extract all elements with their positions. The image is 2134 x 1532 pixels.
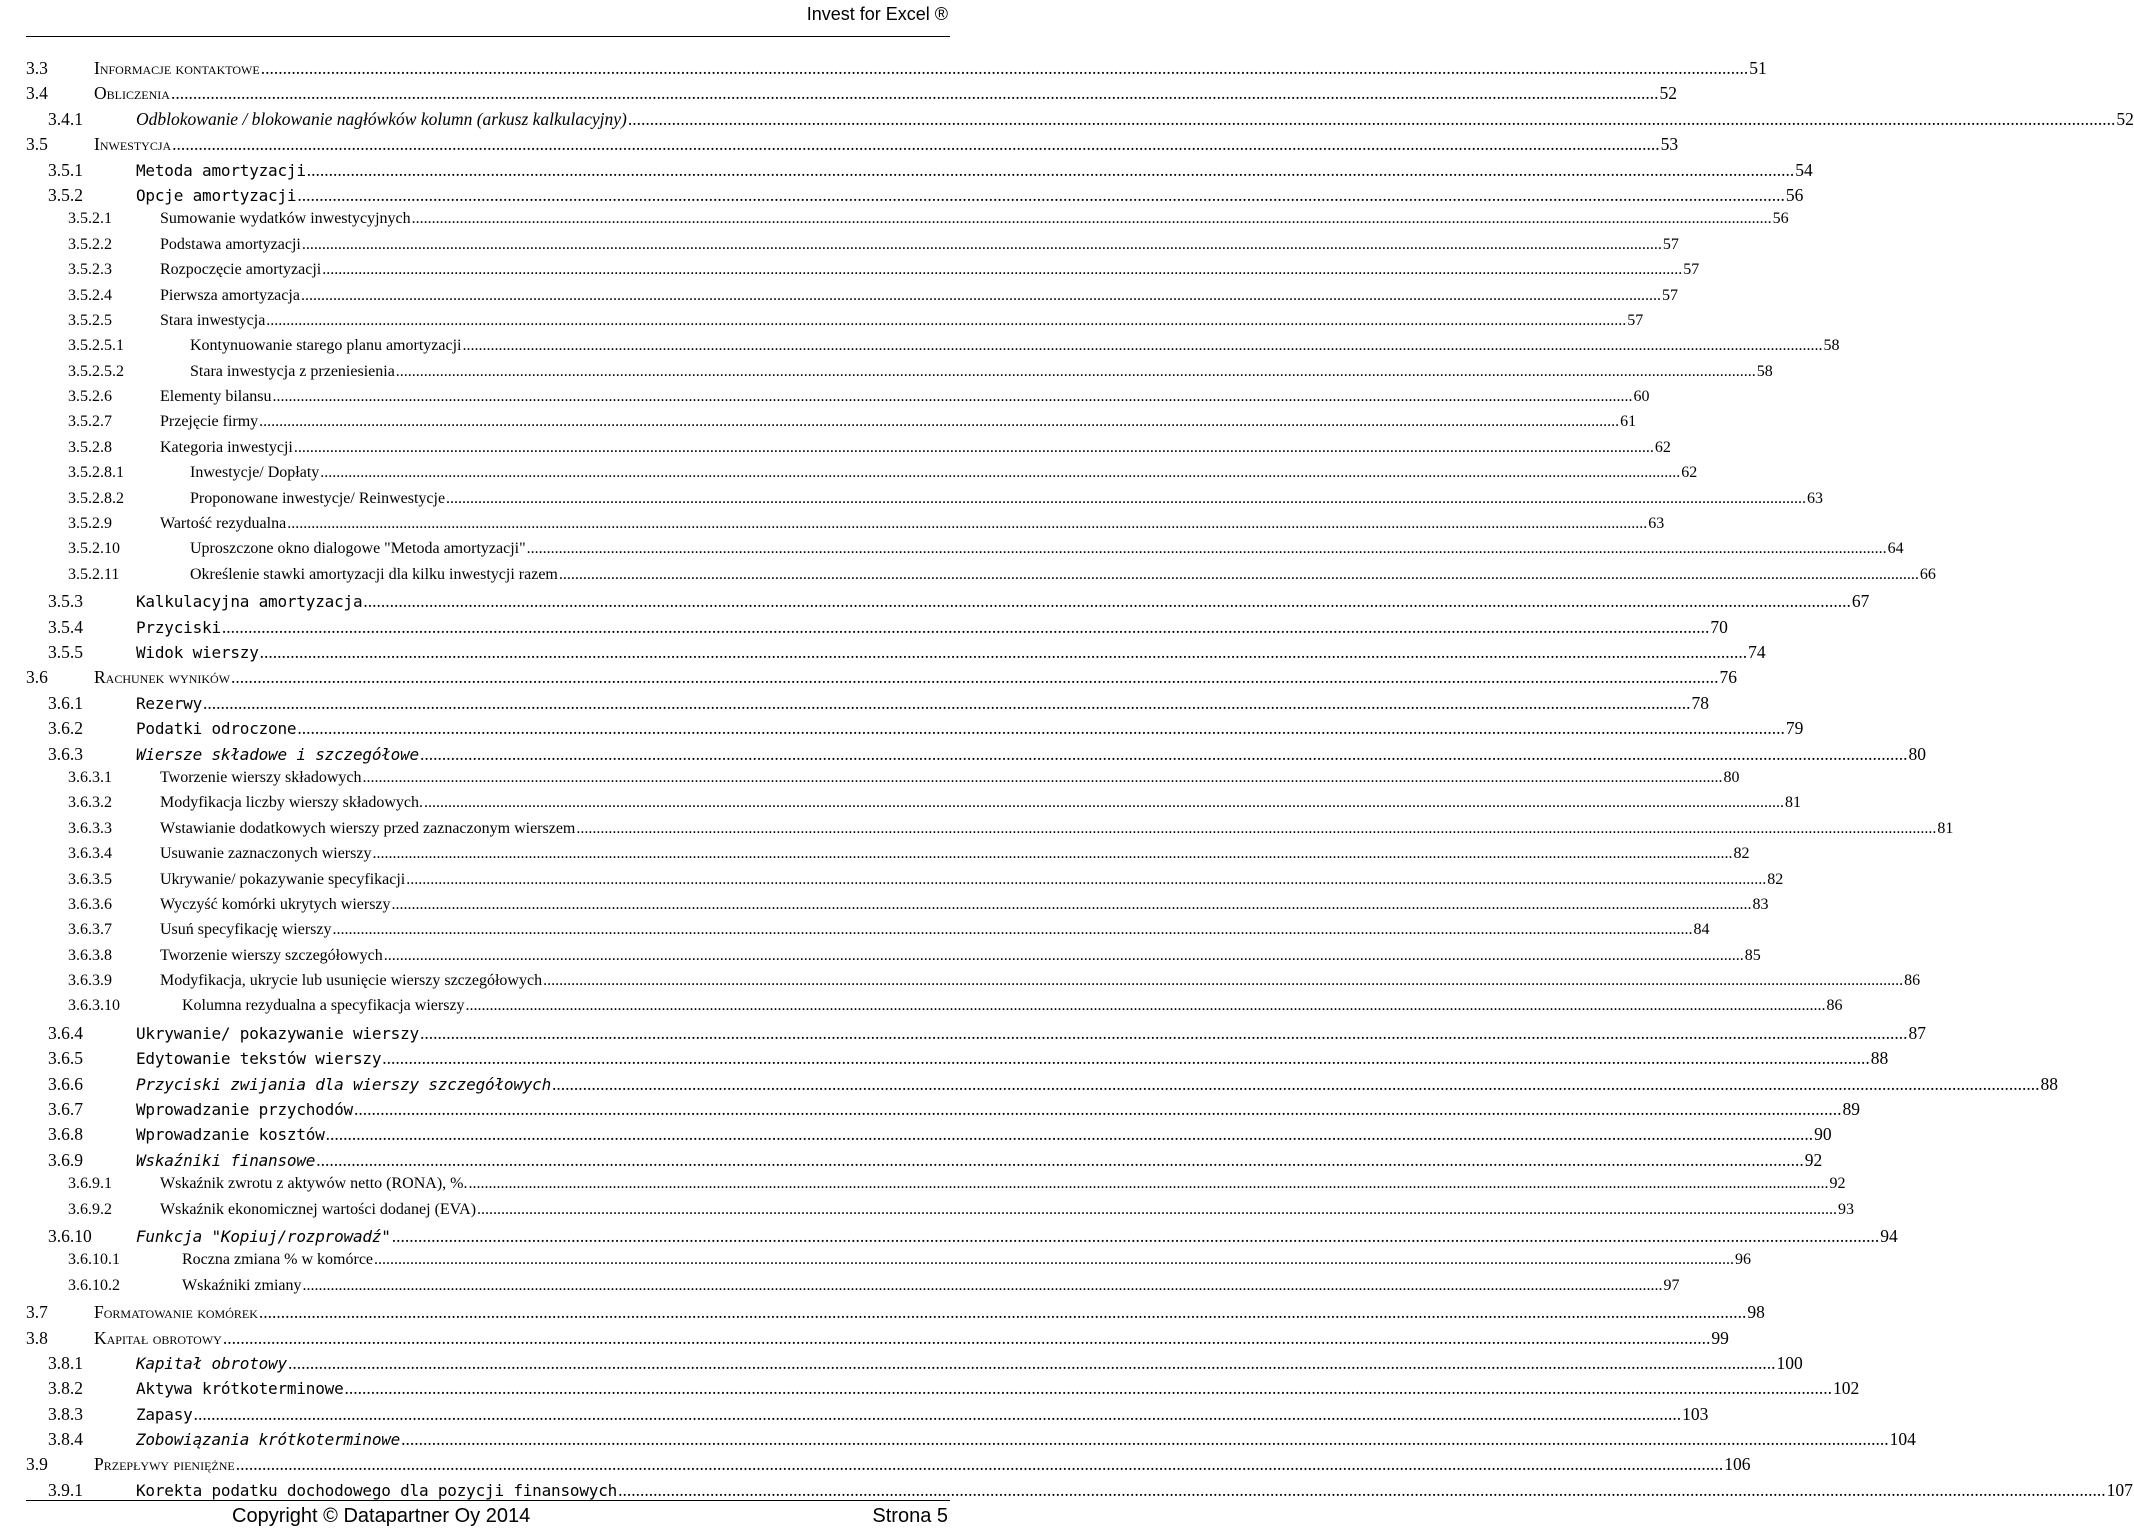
toc-entry[interactable] [26,1099,1860,1124]
toc-dot-leader [322,261,1682,279]
toc-entry-title: Tworzenie wierszy składowych [160,768,362,786]
toc-dot-leader [266,312,1626,330]
toc-entry-number: 3.5.3 [48,591,83,612]
toc-entry[interactable] [26,1124,1832,1149]
toc-dot-leader [412,210,1772,228]
toc-entry-title: Przyciski zwijania dla wierszy szczegółowych [136,1074,552,1094]
toc-dot-leader [468,1175,1828,1193]
toc-dot-leader [231,667,1719,688]
toc-entry[interactable] [26,311,1644,337]
toc-entry-title: Podatki odroczone [136,719,297,739]
toc-dot-leader [223,1328,1711,1349]
toc-dot-leader [203,693,1691,714]
toc-entry-number: 3.6.9.1 [68,1175,112,1193]
toc-entry-page: 80 [1723,768,1740,786]
toc-entry[interactable] [26,972,1921,997]
toc-dot-leader [396,363,1756,381]
toc-entry-title: Wstawianie dodatkowych wierszy przed zaznaczonym wierszem [160,819,576,837]
toc-entry-number: 3.4.1 [48,108,83,129]
toc-dot-leader [259,413,1619,431]
toc-entry[interactable] [26,337,1840,362]
toc-dot-leader [392,1226,1880,1247]
toc-entry-title: Roczna zmiana % w komórce [182,1251,374,1269]
toc-entry[interactable] [26,1276,1680,1302]
toc-dot-leader [372,845,1732,863]
toc-entry-title: Wiersze składowe i szczegółowe [136,744,419,764]
toc-dot-leader [424,794,1784,812]
toc-entry-number: 3.5.2 [48,184,83,205]
toc-entry-page: 89 [1842,1099,1860,1120]
toc-entry-title: Widok wierszy [136,642,259,662]
toc-entry[interactable] [26,591,1870,616]
toc-dot-leader [222,617,1710,638]
toc-entry-title: Aktywa krótkoterminowe [136,1379,344,1399]
toc-entry-title: Edytowanie tekstów wierszy [136,1049,382,1069]
toc-entry-title: Metoda amortyzacji [136,160,306,180]
toc-entry-number: 3.6 [26,667,48,688]
toc-entry[interactable] [26,1454,1751,1479]
footer-page-number: Strona 5 [872,1505,948,1527]
toc-entry[interactable] [26,1149,1823,1175]
toc-entry-title: Wartość rezydualna [160,515,287,533]
toc-entry-number: 3.5.2.4 [68,286,112,304]
toc-entry-title: Elementy bilansu [160,388,272,406]
toc-entry-title: Kapitał obrotowy [136,1353,287,1373]
toc-entry-title: Uproszczone okno dialogowe "Metoda amortyzacji" [190,540,526,558]
toc-entry-title: Informacje kontaktowe [94,58,260,78]
toc-entry-title: Stara inwestycja [160,311,266,329]
toc-entry[interactable] [26,692,1710,718]
footer-copyright: Copyright © Datapartner Oy 2014 [232,1505,531,1527]
toc-entry[interactable] [26,718,1804,743]
toc-entry-number: 3.6.4 [48,1022,83,1043]
toc-entry-page: 74 [1748,641,1766,662]
toc-entry[interactable] [26,946,1761,972]
toc-entry-page: 51 [1749,58,1767,78]
toc-entry-title: Przyciski [136,617,221,637]
toc-entry-title: Wprowadzanie przychodów [136,1100,353,1120]
toc-entry[interactable] [26,413,1637,438]
toc-entry[interactable] [26,1302,1765,1327]
toc-entry-page: 98 [1747,1302,1765,1323]
toc-entry[interactable] [26,1251,1752,1276]
toc-dot-leader [392,896,1752,914]
toc-entry-page: 67 [1851,591,1870,612]
page-header [0,0,960,40]
toc-entry-title: Modyfikacja, ukrycie lub usunięcie wierszy szczegółowych [160,972,543,990]
toc-entry[interactable] [26,540,1904,565]
toc-entry-number: 3.6.6 [48,1073,83,1094]
toc-entry-page: 57 [1662,235,1679,253]
toc-entry-number: 3.8.1 [48,1352,83,1373]
toc-dot-leader [287,515,1647,533]
toc-entry[interactable] [26,1073,2059,1099]
toc-entry-title: Obliczenia [94,83,170,104]
toc-entry-number: 3.5.2.5.1 [68,337,124,355]
toc-entry[interactable] [26,845,1750,870]
footer-rule [26,1500,950,1501]
toc-entry-number: 3.5.2.8 [68,438,112,456]
toc-entry-number: 3.8.4 [48,1429,83,1450]
toc-entry-page: 103 [1682,1403,1709,1424]
toc-entry-title: Wprowadzanie kosztów [136,1125,325,1145]
toc-entry[interactable] [26,895,1769,921]
toc-entry-title: Modyfikacja liczby wierszy składowych. [160,794,424,812]
toc-entry-page: 79 [1785,718,1804,739]
toc-entry-page: 102 [1833,1378,1860,1399]
toc-entry[interactable] [26,1429,1916,1454]
toc-dot-leader [363,591,1851,612]
toc-entry-number: 3.6.3.5 [68,870,112,888]
toc-entry-title: Usuwanie zaznaczonych wierszy [160,845,372,863]
toc-entry[interactable] [26,921,1710,946]
toc-entry-page: 88 [1870,1048,1889,1069]
toc-entry-page: 97 [1663,1276,1680,1294]
toc-dot-leader [382,1048,1870,1069]
toc-entry-number: 3.8.2 [48,1378,83,1399]
toc-dot-leader [618,1480,2106,1501]
toc-entry-title: Stara inwestycja z przeniesienia [190,362,395,380]
toc-entry[interactable] [26,641,1766,667]
toc-entry-number: 3.5.2.6 [68,388,112,406]
toc-entry-title: Pierwsza amortyzacja [160,286,300,304]
toc-entry-number: 3.6.3.2 [68,794,112,812]
toc-entry-page: 52 [2116,108,2134,129]
toc-dot-leader [171,83,1659,104]
toc-dot-leader [333,921,1693,939]
toc-entry[interactable] [26,464,1698,489]
toc-entry-page: 60 [1633,388,1650,406]
toc-dot-leader [552,1074,2040,1095]
toc-entry[interactable] [26,286,1678,312]
toc-entry-page: 86 [1826,997,1843,1015]
toc-entry-title: Usuń specyfikację wierszy [160,921,332,939]
toc-entry-number: 3.8 [26,1327,48,1348]
toc-entry-page: 90 [1814,1124,1832,1145]
toc-dot-leader [301,287,1661,305]
toc-dot-leader [559,566,1919,584]
toc-dot-leader [477,1201,1837,1219]
toc-entry[interactable] [26,438,1671,464]
toc-dot-leader [406,871,1766,889]
toc-entry-page: 107 [2106,1479,2133,1500]
toc-dot-leader [446,490,1806,508]
toc-entry-number: 3.6.3 [48,743,83,764]
toc-entry-page: 70 [1710,616,1728,637]
toc-entry[interactable] [26,1200,1855,1226]
toc-entry-page: 63 [1807,489,1824,507]
toc-entry-number: 3.5.5 [48,641,83,662]
toc-entry[interactable] [26,743,1926,769]
toc-dot-leader [273,388,1633,406]
toc-entry-number: 3.5.1 [48,159,83,180]
toc-dot-leader [236,1454,1724,1475]
toc-entry[interactable] [26,1403,1709,1429]
toc-entry-number: 3.5.2.5.2 [68,362,124,380]
toc-dot-leader [302,236,1662,254]
toc-entry-number: 3.4 [26,83,48,104]
toc-entry-number: 3.5.2.8.1 [68,464,124,482]
toc-entry-number: 3.6.3.8 [68,946,112,964]
toc-entry[interactable] [26,667,1738,692]
toc-entry-number: 3.5.4 [48,616,83,637]
toc-entry[interactable] [26,565,1936,591]
toc-entry-number: 3.5.2.5 [68,311,112,329]
toc-entry-title: Zobowiązania krótkoterminowe [136,1430,401,1450]
toc-dot-leader [320,464,1680,482]
toc-entry-number: 3.5.2.1 [68,210,112,228]
toc-entry-page: 57 [1683,261,1700,279]
toc-entry[interactable] [26,362,1773,388]
toc-entry-title: Funkcja "Kopiuj/rozprowadź" [136,1226,391,1246]
toc-entry[interactable] [26,210,1789,235]
toc-entry[interactable] [26,159,1813,185]
toc-entry-title: Rezerwy [136,693,203,713]
toc-entry[interactable] [26,1022,1926,1048]
toc-entry[interactable] [26,134,1679,159]
toc-dot-leader [576,820,1936,838]
toc-entry-page: 57 [1627,311,1644,329]
toc-entry-number: 3.6.7 [48,1099,83,1120]
toc-entry-page: 81 [1937,819,1954,837]
toc-dot-leader [362,769,1722,787]
toc-dot-leader [420,1023,1908,1044]
toc-entry-page: 93 [1838,1200,1855,1218]
toc-dot-leader [420,744,1908,765]
toc-dot-leader [466,997,1826,1015]
table-of-contents [26,58,2134,1505]
toc-entry-number: 3.6.3.7 [68,921,112,939]
toc-entry-page: 80 [1908,743,1926,764]
toc-entry-page: 57 [1661,286,1678,304]
toc-entry[interactable] [26,819,1954,845]
toc-dot-leader [316,1150,1804,1171]
toc-entry-title: Określenie stawki amortyzacji dla kilku inwestycji razem [190,565,558,583]
toc-dot-leader [260,642,1748,663]
toc-entry-page: 86 [1904,972,1921,990]
toc-entry-title: Inwestycja [94,134,172,155]
toc-entry-title: Tworzenie wierszy szczegółowych [160,946,383,964]
toc-entry-number: 3.6.9.2 [68,1200,112,1218]
toc-entry-page: 84 [1693,921,1710,939]
header-title: Invest for Excel ® [806,4,948,24]
toc-entry-number: 3.6.1 [48,692,83,713]
toc-entry[interactable] [26,261,1700,286]
toc-entry-page: 66 [1919,565,1936,583]
toc-entry-number: 3.5.2.8.2 [68,489,124,507]
toc-entry-title: Sumowanie wydatków inwestycyjnych [160,210,411,228]
toc-entry-page: 56 [1785,184,1804,205]
toc-entry-page: 58 [1823,337,1840,355]
toc-dot-leader [326,1124,1814,1145]
toc-entry[interactable] [26,58,1767,83]
toc-entry-number: 3.6.3.1 [68,768,112,786]
toc-entry[interactable] [26,1175,1846,1200]
toc-entry-page: 96 [1735,1251,1752,1269]
toc-entry-number: 3.5.2.9 [68,515,112,533]
toc-entry-title: Przepływy pieniężne [94,1454,235,1475]
toc-entry-number: 3.6.3.4 [68,845,112,863]
toc-dot-leader [628,109,2116,130]
toc-entry-title: Korekta podatku dochodowego dla pozycji finansowych [136,1480,618,1500]
toc-entry-page: 54 [1795,159,1813,180]
toc-dot-leader [259,1302,1747,1323]
toc-entry[interactable] [26,388,1650,413]
toc-entry[interactable] [26,1479,2133,1505]
toc-dot-leader [345,1378,1833,1399]
toc-entry-number: 3.3 [26,58,48,78]
toc-entry[interactable] [26,1352,1803,1378]
toc-entry-title: Odblokowanie / blokowanie nagłówków kolumn (arkusz kalkulacyjny) [136,108,627,129]
toc-entry-number: 3.5 [26,134,48,155]
toc-entry-number: 3.6.3.9 [68,972,112,990]
toc-entry-number: 3.6.2 [48,718,83,739]
toc-entry-page: 85 [1744,946,1761,964]
toc-entry[interactable] [26,997,1843,1022]
toc-dot-leader [307,160,1795,181]
toc-entry-page: 94 [1880,1225,1898,1246]
toc-dot-leader [297,185,1785,206]
toc-entry-page: 83 [1752,895,1769,913]
toc-entry-page: 76 [1719,667,1738,688]
toc-entry-number: 3.6.10.1 [68,1251,120,1269]
toc-dot-leader [374,1251,1734,1269]
toc-entry-page: 88 [2040,1073,2059,1094]
toc-entry-page: 52 [1659,83,1677,104]
toc-dot-leader [172,134,1660,155]
toc-dot-leader [194,1404,1682,1425]
toc-entry-page: 56 [1772,210,1789,228]
toc-entry-page: 87 [1908,1022,1926,1043]
toc-entry-title: Podstawa amortyzacji [160,235,301,253]
toc-entry-title: Inwestycje/ Dopłaty [190,464,320,482]
toc-entry-page: 63 [1648,515,1665,533]
header-rule [26,36,950,37]
toc-entry[interactable] [26,1327,1729,1353]
toc-dot-leader [294,439,1654,457]
toc-entry-title: Wskaźniki finansowe [136,1150,316,1170]
toc-entry[interactable] [26,768,1740,794]
toc-entry[interactable] [26,184,1804,210]
toc-entry-title: Kontynuowanie starego planu amortyzacji [190,337,462,355]
toc-entry-title: Wskaźnik ekonomicznej wartości dodanej (EVA) [160,1200,477,1218]
toc-entry-number: 3.5.2.3 [68,261,112,279]
toc-dot-leader [462,337,1822,355]
toc-entry-title: Wskaźniki zmiany [182,1276,302,1294]
toc-entry-title: Ukrywanie/ pokazywanie wierszy [136,1023,419,1043]
toc-entry[interactable] [26,83,1677,108]
toc-entry[interactable] [26,108,2134,134]
toc-entry[interactable] [26,235,1679,261]
toc-entry-title: Kapitał obrotowy [94,1327,222,1348]
toc-entry-title: Wskaźnik zwrotu z aktywów netto (RONA), %. [160,1175,468,1193]
toc-entry-number: 3.5.2.11 [68,565,120,583]
toc-dot-leader [401,1429,1889,1450]
toc-entry-page: 104 [1889,1429,1916,1450]
toc-dot-leader [384,947,1744,965]
toc-entry-title: Przejęcie firmy [160,413,259,431]
toc-entry-number: 3.6.8 [48,1124,83,1145]
toc-entry-number: 3.6.3.3 [68,819,112,837]
toc-dot-leader [288,1353,1776,1374]
toc-dot-leader [261,58,1749,79]
toc-entry-title: Kategoria inwestycji [160,438,293,456]
toc-entry-title: Formatowanie komórek [94,1302,258,1323]
toc-entry-title: Kalkulacyjna amortyzacja [136,592,363,612]
toc-entry-number: 3.5.2.7 [68,413,112,431]
toc-dot-leader [303,1277,1663,1295]
toc-entry-page: 82 [1733,845,1750,863]
toc-entry-page: 106 [1724,1454,1751,1475]
toc-dot-leader [527,540,1887,558]
toc-entry[interactable] [26,1048,1889,1073]
toc-entry-number: 3.6.10 [48,1225,92,1246]
toc-entry-number: 3.5.2.10 [68,540,120,558]
toc-entry-page: 82 [1767,870,1784,888]
toc-entry-number: 3.8.3 [48,1403,83,1424]
toc-entry[interactable] [26,489,1824,515]
toc-entry-page: 81 [1785,794,1802,812]
toc-entry[interactable] [26,1378,1860,1403]
toc-entry-title: Proponowane inwestycje/ Reinwestycje [190,489,446,507]
toc-entry-number: 3.6.3.6 [68,895,112,913]
toc-entry-number: 3.6.5 [48,1048,83,1069]
toc-entry-page: 99 [1711,1327,1729,1348]
toc-entry-page: 64 [1887,540,1904,558]
toc-entry-page: 78 [1691,692,1710,713]
toc-entry-title: Kolumna rezydualna a specyfikacja wierszy [182,997,465,1015]
toc-entry-page: 100 [1776,1352,1803,1373]
toc-dot-leader [354,1099,1842,1120]
toc-dot-leader [543,972,1903,990]
toc-entry-page: 61 [1620,413,1637,431]
toc-entry[interactable] [26,616,1728,642]
toc-entry-title: Opcje amortyzacji [136,185,297,205]
toc-entry[interactable] [26,794,1802,819]
toc-entry[interactable] [26,515,1665,540]
toc-entry-title: Rozpoczęcie amortyzacji [160,261,322,279]
toc-entry-number: 3.6.9 [48,1149,83,1170]
toc-entry-page: 62 [1681,464,1698,482]
toc-entry-number: 3.6.10.2 [68,1276,120,1294]
toc-entry[interactable] [26,1225,1898,1251]
toc-entry-number: 3.9 [26,1454,48,1475]
toc-entry-title: Rachunek wyników [94,667,231,688]
toc-entry-page: 92 [1829,1175,1846,1193]
toc-entry-title: Zapasy [136,1404,193,1424]
toc-dot-leader [297,718,1785,739]
toc-entry-number: 3.9.1 [48,1479,83,1500]
toc-entry-page: 53 [1660,134,1679,155]
toc-entry[interactable] [26,870,1784,896]
toc-entry-page: 92 [1804,1149,1823,1170]
toc-entry-number: 3.7 [26,1302,48,1323]
toc-entry-title: Wyczyść komórki ukrytych wierszy [160,895,391,913]
toc-entry-page: 58 [1756,362,1773,380]
toc-entry-number: 3.5.2.2 [68,235,112,253]
toc-entry-title: Ukrywanie/ pokazywanie specyfikacji [160,870,406,888]
toc-entry-page: 62 [1654,438,1671,456]
toc-entry-number: 3.6.3.10 [68,997,120,1015]
